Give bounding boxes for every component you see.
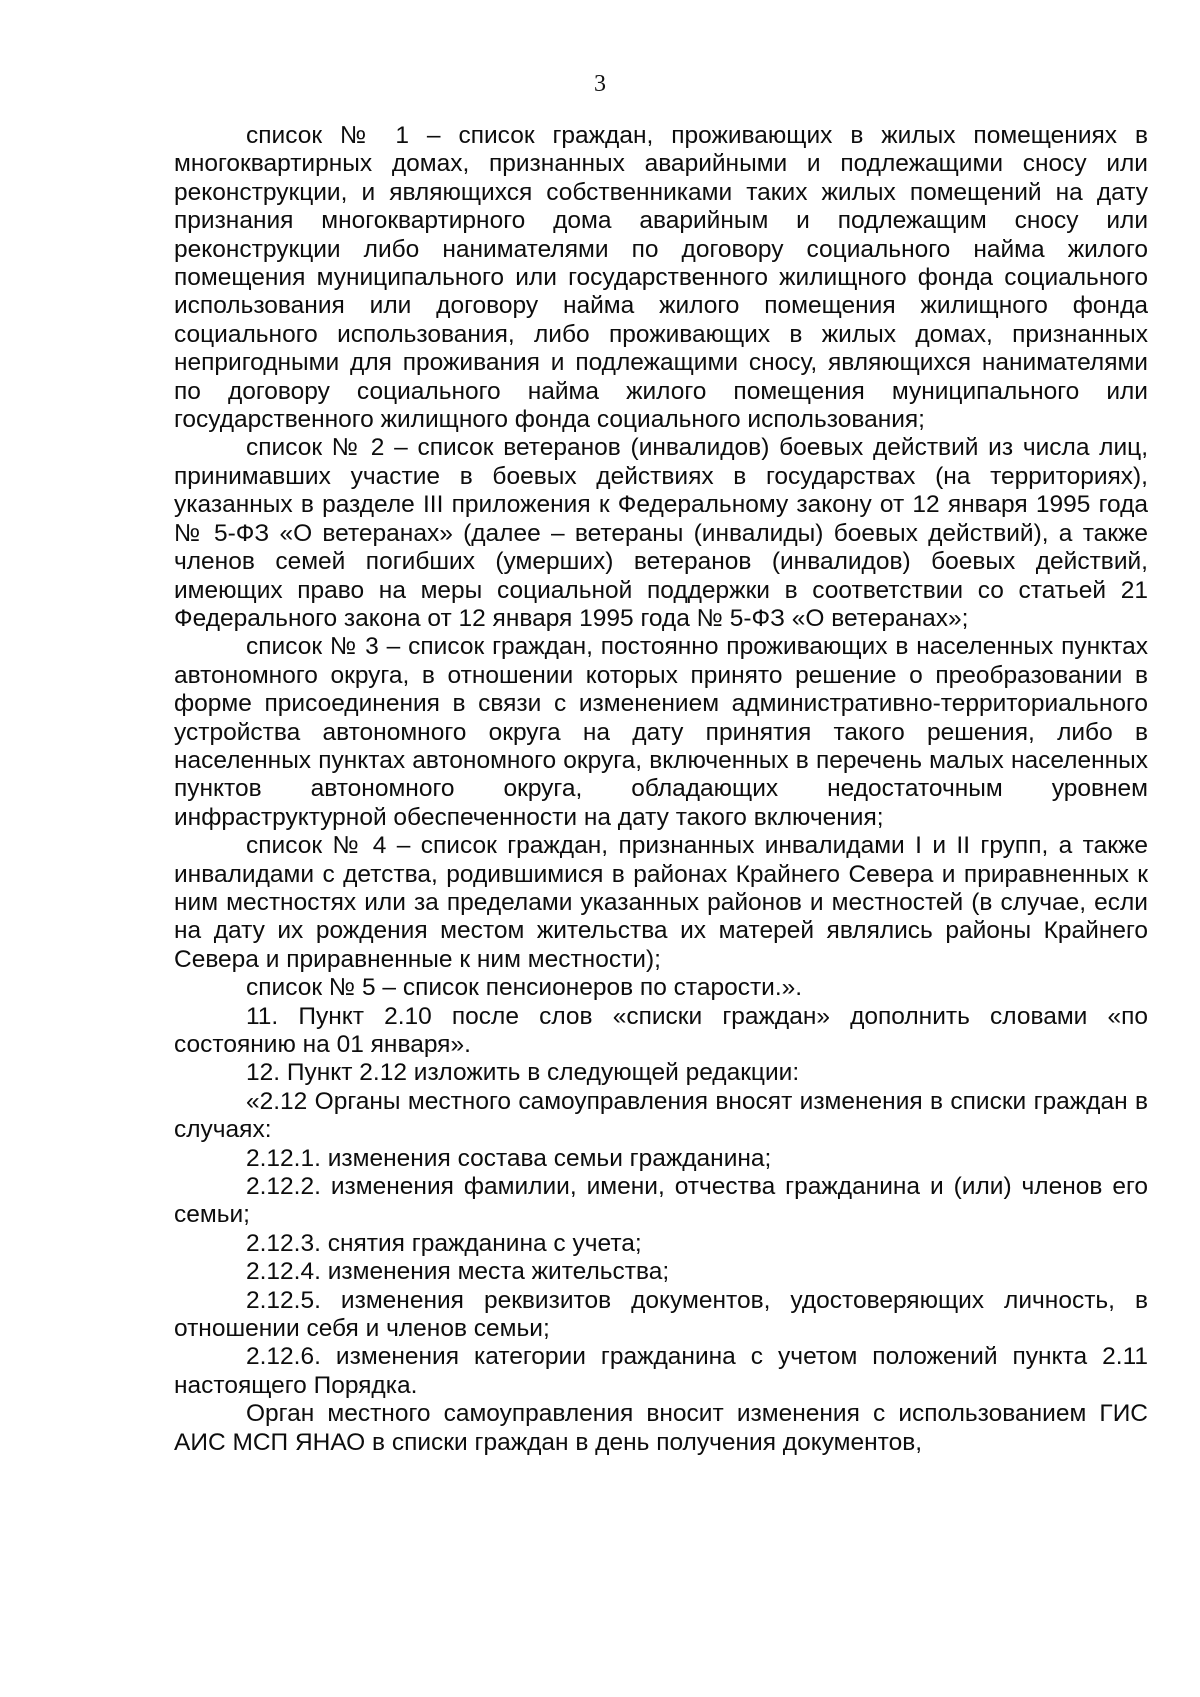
paragraph-clause-2-12-4: 2.12.4. изменения места жительства;: [246, 1258, 670, 1286]
paragraph-list-2: список № 2 – список ветеранов (инвалидов) боевых действий из числа лиц, принимавших участие в боевых действиях в государствах (на территориях), указанных в разделе III приложения к Федеральному закону от 12 января 1995 года № 5-ФЗ «О ветеранах» (далее – ветераны (инвалиды) боевых действий), а также членов семей погибших (умерших) ветеранов (инвалидов) боевых действий, имеющих право на меры социальной поддержки в соответствии со статьей 21 Федерального закона от 12 января 1995 года № 5-ФЗ «О ветеранах»;: [174, 434, 1148, 632]
paragraph-clause-2-12-5: 2.12.5. изменения реквизитов документов, удостоверяющих личность, в отношении себя и членов семьи;: [174, 1286, 1148, 1343]
paragraph-item-11: 11. Пункт 2.10 после слов «списки граждан» дополнить словами «по состоянию на 01 января».: [174, 1002, 1148, 1058]
paragraph-item-12: 12. Пункт 2.12 изложить в следующей редакции:: [246, 1059, 800, 1087]
paragraph-list-3: список № 3 – список граждан, постоянно проживающих в населенных пунктах автономного округа, в отношении которых принято решение о преобразовании в форме присоединения в связи с изменением административно-территориального устройства автономного округа на дату принятия такого решения, либо в населенных пунктах автономного округа, включенных в перечень малых населенных пунктов автономного округа, обладающих недостаточным уровнем инфраструктурной обеспеченности на дату такого включения;: [174, 633, 1148, 831]
paragraph-clause-2-12: «2.12 Органы местного самоуправления вносят изменения в списки граждан в случаях:: [174, 1087, 1148, 1144]
paragraph-list-5: список № 5 – список пенсионеров по старости.».: [246, 974, 803, 1002]
paragraph-clause-2-12-6: 2.12.6. изменения категории гражданина с учетом положений пункта 2.11 настоящего Порядка.: [174, 1343, 1148, 1399]
paragraph-list-4: список № 4 – список граждан, признанных инвалидами I и II групп, а также инвалидами с детства, родившимися в районах Крайнего Севера и приравненных к ним местностях или за пределами указанных районов и местностей (в случае, если на дату их рождения местом жительства их матерей являлись районы Крайнего Севера и приравненные к ним местности);: [174, 832, 1148, 973]
paragraph-clause-2-12-2: 2.12.2. изменения фамилии, имени, отчества гражданина и (или) членов его семьи;: [174, 1173, 1148, 1229]
paragraph-clause-2-12-1: 2.12.1. изменения состава семьи гражданина;: [246, 1144, 772, 1172]
paragraph-local-authority: Орган местного самоуправления вносит изменения с использованием ГИС АИС МСП ЯНАО в списки граждан в день получения документов,: [174, 1400, 1148, 1456]
page-number: 3: [594, 71, 606, 97]
document-body: [174, 122, 1148, 1457]
paragraph-list-1: список № 1 – список граждан, проживающих в жилых помещениях в многоквартирных домах, признанных аварийными и подлежащими сносу или реконструкции, и являющихся собственниками таких жилых помещений на дату признания многоквартирного дома аварийным и подлежащим сносу или реконструкции либо нанимателями по договору социального найма жилого помещения муниципального или государственного жилищного фонда социального использования или договору найма жилого помещения жилищного фонда социального использования, либо проживающих в жилых домах, признанных непригодными для проживания и подлежащими сносу, являющихся нанимателями по договору социального найма жилого помещения муниципального или государственного жилищного фонда социального использования;: [174, 122, 1148, 434]
paragraph-clause-2-12-3: 2.12.3. снятия гражданина с учета;: [246, 1229, 642, 1257]
